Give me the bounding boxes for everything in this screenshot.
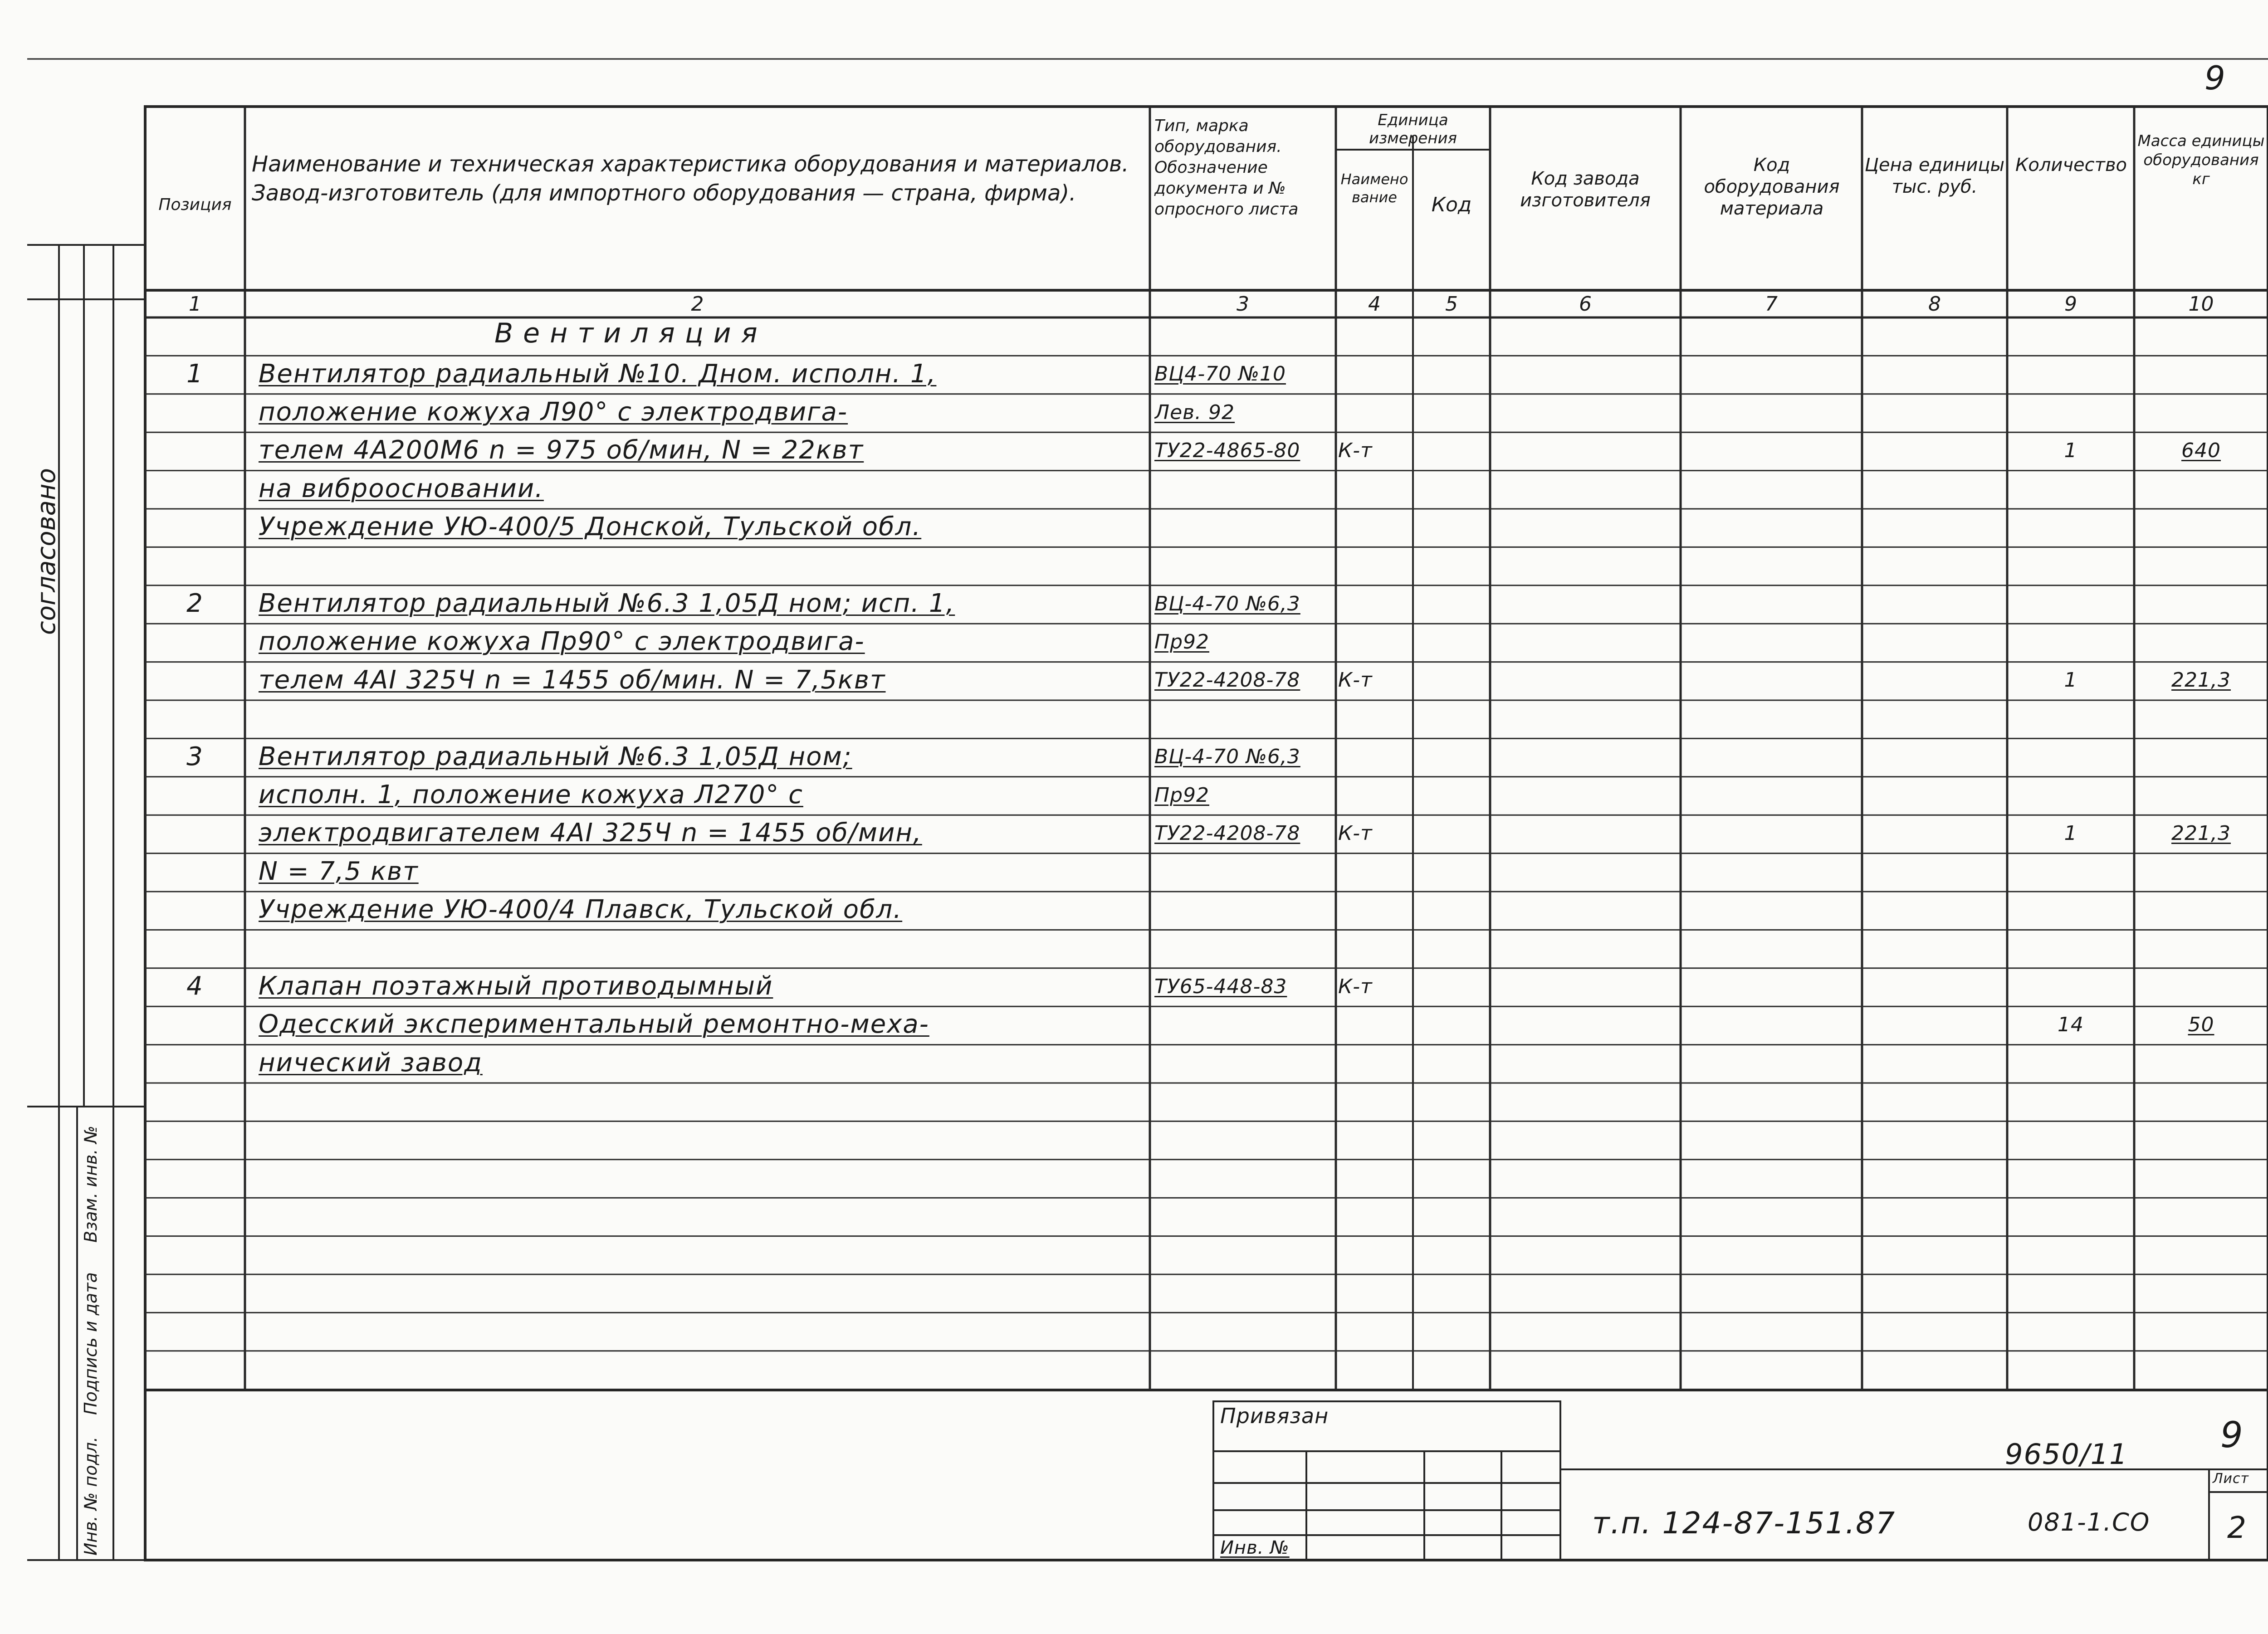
cell-name: телем 4А200М6 n = 975 об/мин, N = 22квт: [259, 435, 864, 465]
project-code: т.п. 124-87-151.87: [1592, 1506, 1896, 1541]
cell-name: электродвигателем 4АI 325Ч n = 1455 об/мин,: [259, 818, 922, 848]
cell-qty: 1: [2064, 439, 2077, 462]
cell-qty: 14: [2058, 1013, 2084, 1036]
page-number: 9: [2204, 59, 2225, 97]
cell-unit: К-т: [1338, 439, 1373, 462]
cell-pos: 4: [186, 971, 204, 1001]
sheet-code: 081-1.СО: [2028, 1508, 2151, 1536]
cell-mass: 50: [2188, 1013, 2214, 1036]
cell-type: ТУ22-4208-78: [1154, 668, 1300, 692]
header-factory-code: Код завода изготовителя: [1520, 168, 1651, 211]
cell-pos: 3: [186, 741, 204, 771]
header-qty: Количество: [2015, 155, 2127, 176]
cell-name: положение кожуха Пр90° с электродвига-: [259, 627, 865, 657]
col-num-3: 3: [1237, 293, 1249, 316]
replaced-inv-label: Взам. инв. №: [81, 1125, 101, 1243]
signature-date-label: Подпись и дата: [81, 1272, 101, 1415]
cell-name: Вентилятор радиальный №10. Дном. исполн. 1,: [259, 359, 937, 389]
cell-name: исполн. 1, положение кожуха Л270° с: [259, 780, 803, 810]
cell-type: ТУ65-448-83: [1154, 975, 1287, 998]
cell-name: на виброосновании.: [259, 473, 544, 503]
section-title: Вентиляция: [494, 317, 767, 349]
cell-type: ВЦ-4-70 №6,3: [1154, 745, 1300, 769]
cell-name: положение кожуха Л90° с электродвига-: [259, 397, 848, 427]
col-num-10: 10: [2188, 293, 2214, 316]
col-num-8: 8: [1928, 293, 1941, 316]
header-unit-code: Код: [1431, 193, 1472, 216]
cell-unit: К-т: [1338, 821, 1373, 845]
col-num-5: 5: [1445, 293, 1458, 316]
cell-type: ТУ22-4208-78: [1154, 821, 1300, 845]
cell-qty: 1: [2064, 668, 2077, 692]
cell-type: ТУ22-4865-80: [1154, 439, 1300, 462]
cell-pos: 2: [186, 589, 204, 618]
cell-type: Пр92: [1154, 783, 1210, 807]
header-mass: Масса единицы оборудования кг: [2137, 132, 2265, 188]
header-type: Тип, марка оборудования. Обозначение документа и № опросного листа: [1154, 117, 1299, 219]
inv-no-label: Инв. № подл.: [81, 1436, 101, 1556]
header-position: Позиция: [158, 195, 232, 214]
cell-name: Учреждение УЮ-400/4 Плавск, Тульской обл.: [259, 895, 903, 925]
col-num-4: 4: [1368, 293, 1381, 316]
title-page-number: 9: [2220, 1415, 2244, 1456]
doc-number: 9650/11: [2005, 1438, 2128, 1471]
header-name: Наименование и техническая характеристика оборудования и материалов. Завод-изготовитель (для импортного оборудования — страна, фирма).: [252, 151, 1129, 206]
cell-mass: 640: [2181, 439, 2221, 462]
cell-unit: К-т: [1338, 668, 1373, 692]
cell-name: Клапан поэтажный противодымный: [259, 971, 773, 1001]
cell-name: Вентилятор радиальный №6.3 1,05Д ном;: [259, 741, 852, 771]
sheet-label: Лист: [2213, 1471, 2249, 1487]
cell-type: ВЦ4-70 №10: [1154, 362, 1286, 386]
col-num-7: 7: [1765, 293, 1778, 316]
cell-name: N = 7,5 квт: [259, 856, 419, 886]
agreed-label: согласовано: [32, 468, 61, 635]
cell-qty: 1: [2064, 821, 2077, 845]
header-equip-code: Код оборудования материала: [1704, 155, 1840, 219]
col-num-6: 6: [1579, 293, 1592, 316]
cell-name: телем 4АI 325Ч n = 1455 об/мин. N = 7,5квт: [259, 665, 886, 695]
cell-type: Лев. 92: [1154, 400, 1235, 424]
col-num-1: 1: [189, 293, 201, 316]
cell-pos: 1: [186, 359, 204, 389]
header-unit-name: Наименование: [1340, 171, 1408, 206]
cell-name: Одесский экспериментальный ремонтно-меха-: [259, 1010, 929, 1039]
cell-name: Вентилятор радиальный №6.3 1,05Д ном; исп. 1,: [259, 589, 955, 618]
col-num-9: 9: [2064, 293, 2077, 316]
cell-unit: К-т: [1338, 975, 1373, 998]
cell-type: ВЦ-4-70 №6,3: [1154, 592, 1300, 615]
cell-name: нический завод: [259, 1048, 483, 1078]
cell-mass: 221,3: [2171, 668, 2231, 692]
cell-name: Учреждение УЮ-400/5 Донской, Тульской обл.: [259, 512, 922, 542]
header-unit: Единица измерения: [1369, 111, 1457, 147]
sheet-number: 2: [2227, 1510, 2247, 1545]
col-num-2: 2: [691, 293, 704, 316]
cell-type: Пр92: [1154, 630, 1210, 654]
attached-label: Привязан: [1220, 1404, 1329, 1428]
cell-mass: 221,3: [2171, 821, 2231, 845]
inv-label: Инв. №: [1220, 1537, 1290, 1558]
header-price: Цена единицы тыс. руб.: [1864, 155, 2005, 197]
